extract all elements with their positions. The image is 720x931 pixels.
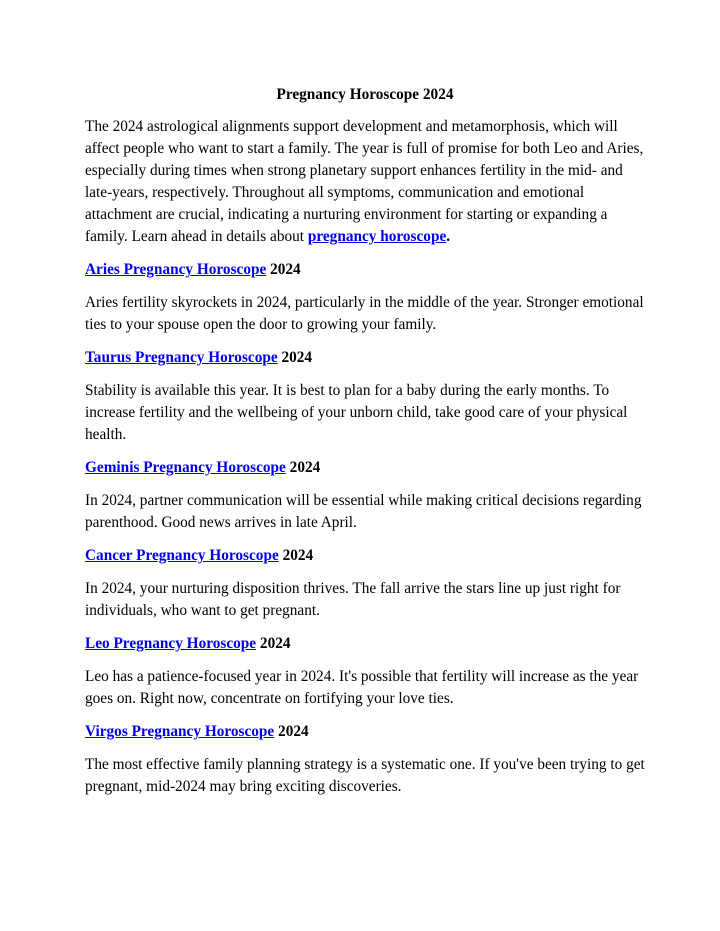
section-year: 2024 [266,261,301,278]
section-body-cancer: In 2024, your nurturing disposition thrives. The fall arrive the stars line up just right for individuals, who want to get pregnant. [85,580,621,619]
section-year: 2024 [285,459,321,476]
section-body-aries: Aries fertility skyrockets in 2024, particularly in the middle of the year. Stronger emotional ties to your spouse open the door to growing your family. [85,294,644,333]
section-heading-cancer [85,545,645,567]
section-year: 2024 [256,635,291,652]
section-body-geminis: In 2024, partner communication will be essential while making critical decisions regarding parenthood. Good news arrives in late April. [85,492,642,531]
taurus-horoscope-link[interactable]: Taurus Pregnancy Horoscope [85,349,278,366]
section-year: 2024 [278,547,314,564]
section-body-leo: Leo has a patience-focused year in 2024. It's possible that fertility will increase as the year goes on. Right now, concentrate on fortifying your love ties. [85,668,639,707]
section-heading-virgos [85,721,645,743]
intro-paragraph [85,116,645,248]
leo-horoscope-link[interactable]: Leo Pregnancy Horoscope [85,635,257,652]
page-title: Pregnancy Horoscope 2024 [276,86,454,103]
cancer-horoscope-link[interactable]: Cancer Pregnancy Horoscope [85,547,279,564]
geminis-horoscope-link[interactable]: Geminis Pregnancy Horoscope [85,459,286,476]
section-body-virgos: The most effective family planning strategy is a systematic one. If you've been trying to get pregnant, mid-2024 may bring exciting discoveries. [85,756,645,795]
section-heading-geminis [85,457,645,479]
section-heading-taurus [85,347,645,369]
section-year: 2024 [274,723,309,740]
intro-text: The 2024 astrological alignments support development and metamorphosis, which will affect people who want to start a family. The year is full of promise for both Leo and Aries, especially during times when strong planetary support enhances fertility in the mid- and late-years, respectively. Throughout all symptoms, communication and emotional attachment are crucial, indicating a nurturing environment for starting or expanding a family. Learn ahead in details about [85,118,644,245]
section-year: 2024 [277,349,313,366]
document-page [85,84,645,809]
intro-end: . [446,228,451,245]
section-heading-leo [85,633,645,655]
pregnancy-horoscope-link[interactable]: pregnancy horoscope [307,228,447,245]
section-body-taurus: Stability is available this year. It is best to plan for a baby during the early months. To increase fertility and the wellbeing of your unborn child, take good care of your physical health. [85,382,628,443]
section-heading-aries [85,259,645,281]
virgos-horoscope-link[interactable]: Virgos Pregnancy Horoscope [85,723,275,740]
aries-horoscope-link[interactable]: Aries Pregnancy Horoscope [85,261,267,278]
